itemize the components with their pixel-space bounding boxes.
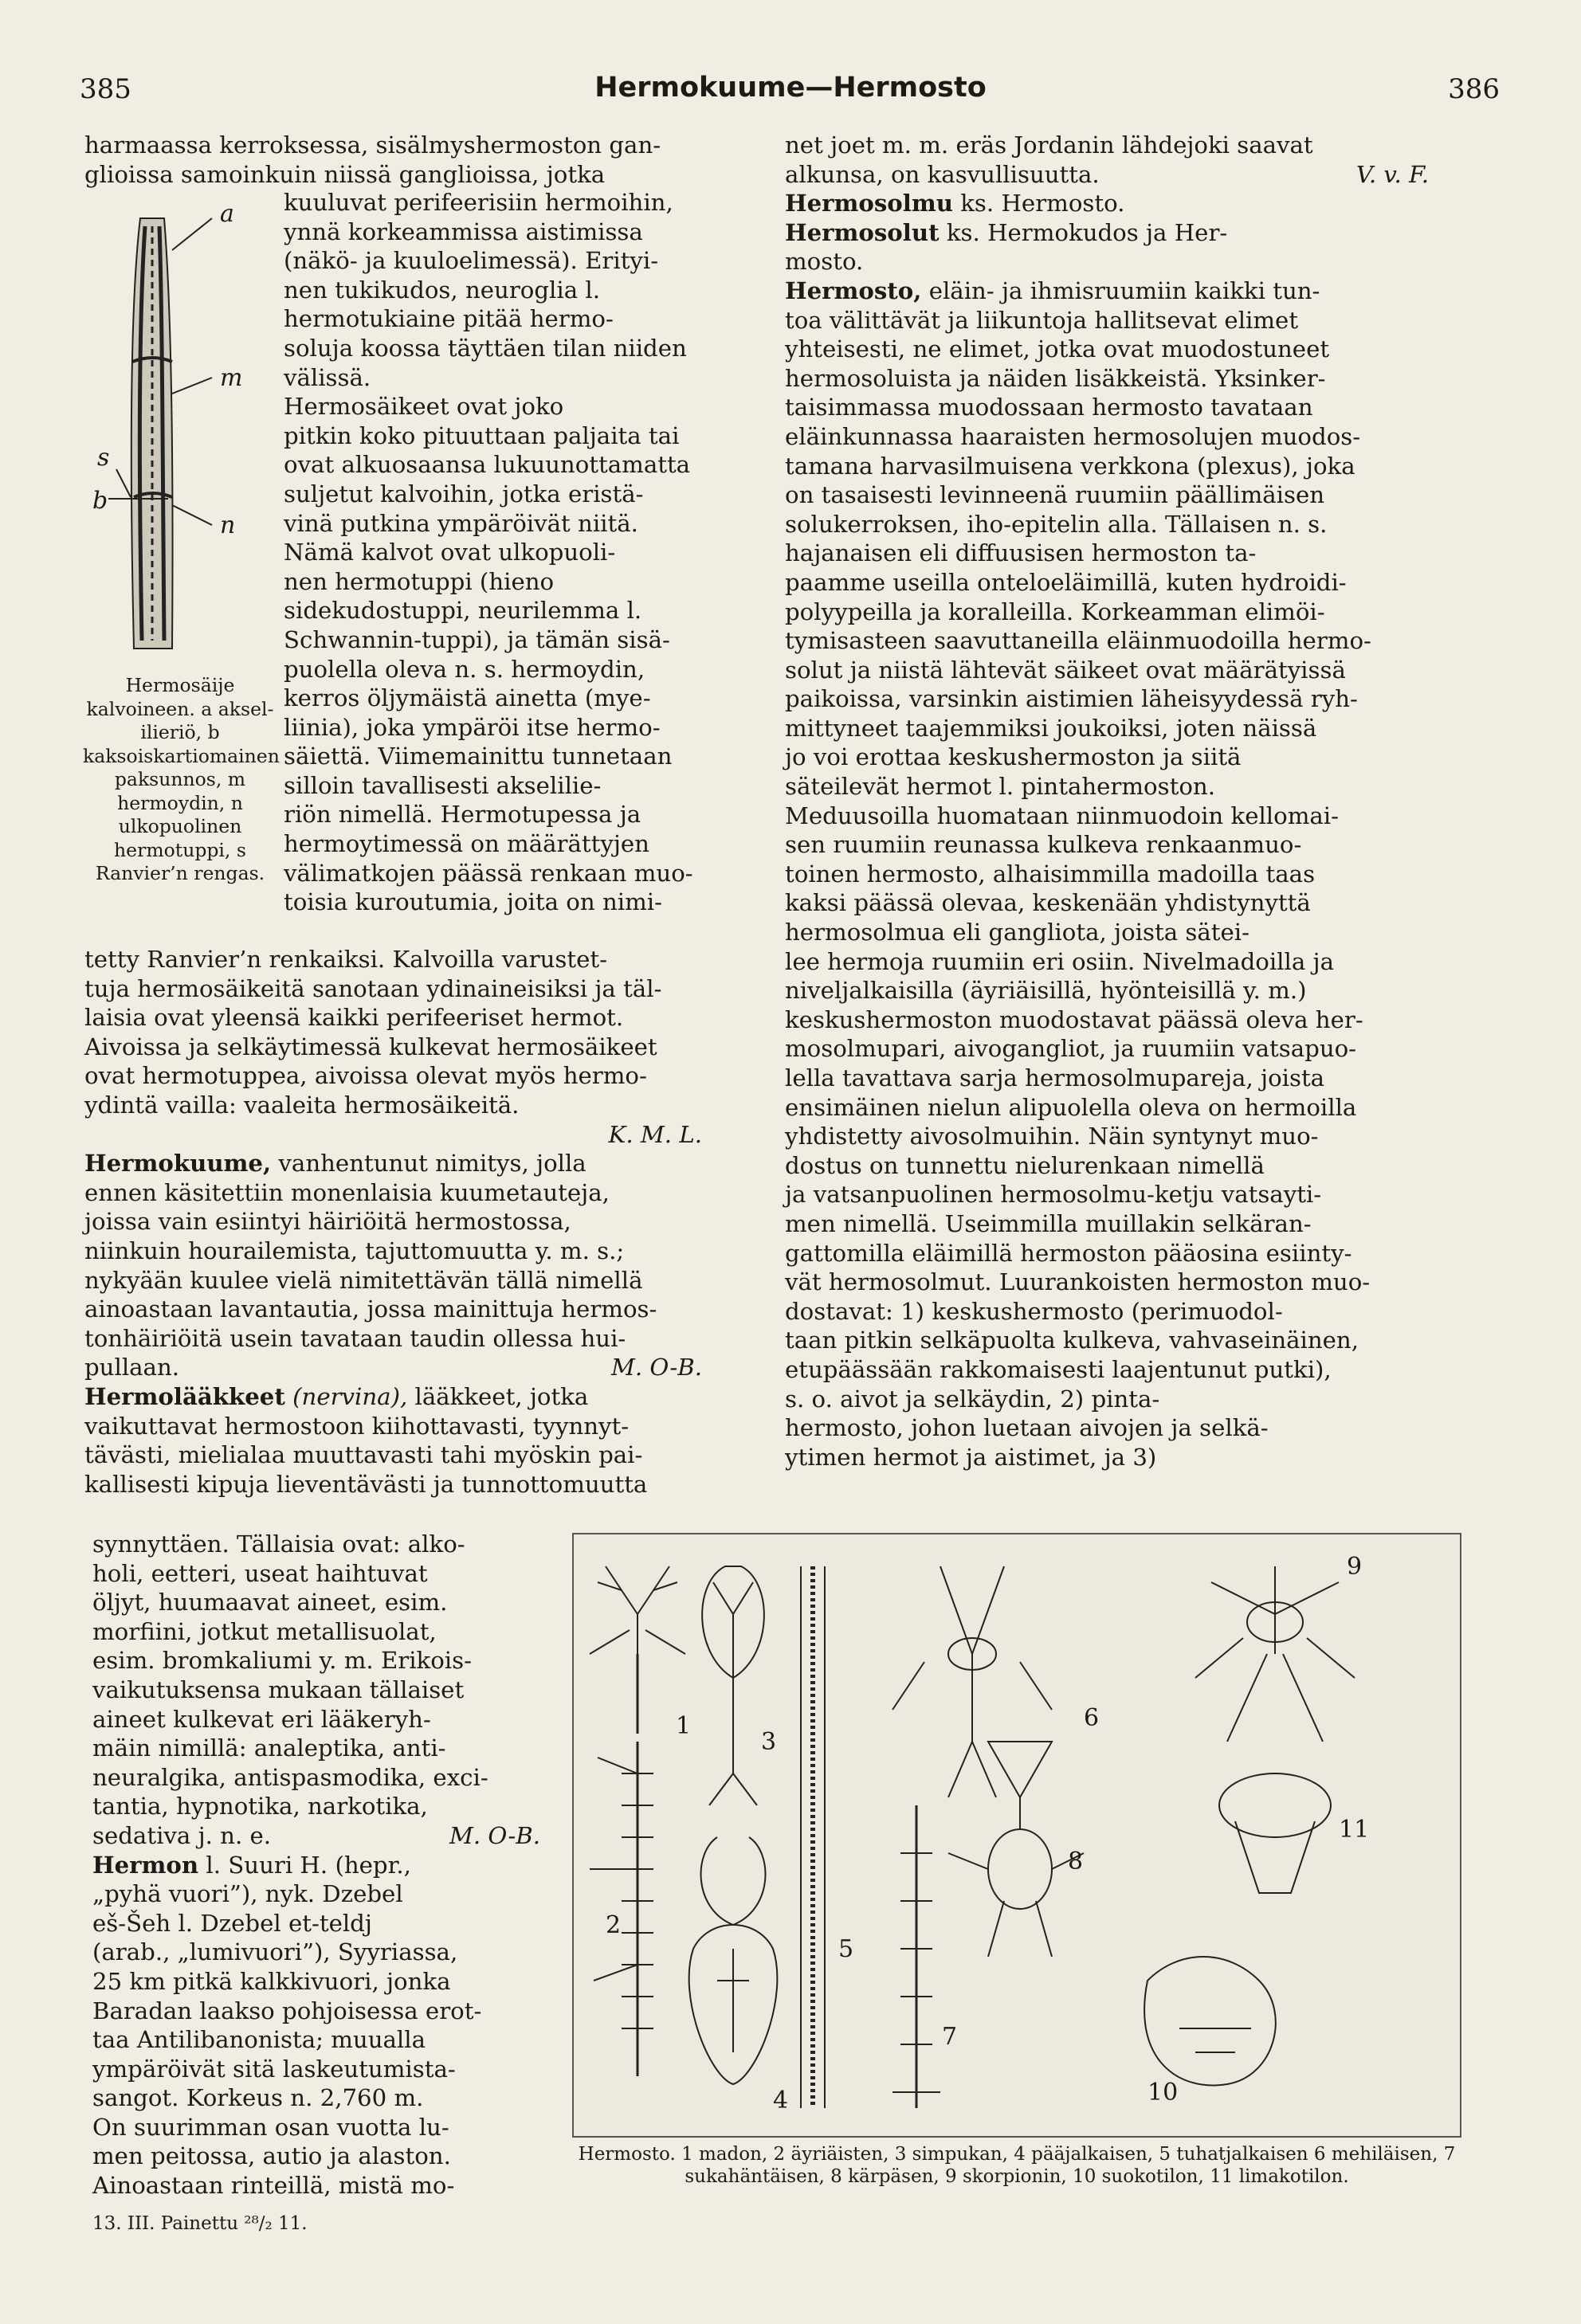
entry-head: Hermosolmu xyxy=(785,190,953,218)
figure-label-b: b xyxy=(92,487,108,515)
author-signature: K. M. L. xyxy=(608,1120,702,1148)
text-line: vaikutuksensa mukaan tällaiset xyxy=(92,1675,465,1703)
text-line: nykyään kuulee vielä nimitettävän tällä nimellä xyxy=(84,1266,643,1294)
plate-number-11: 11 xyxy=(1339,1816,1370,1844)
text-line: morfiini, jotkut metallisuolat, xyxy=(92,1617,437,1645)
text-line: Nämä kalvot ovat ulkopuoli- xyxy=(284,539,616,566)
text-line: Schwannin-tuppi), ja tämän sisä- xyxy=(284,625,670,653)
text-line: tymisasteen saavuttaneilla eläinmuodoilla hermo- xyxy=(785,627,1371,655)
fly-nervous-system xyxy=(948,1742,1084,1957)
plate-number-6: 6 xyxy=(1084,1704,1100,1732)
entry-hermokuume xyxy=(84,1149,766,1178)
text-line xyxy=(785,160,1461,190)
text-line: net joet m. m. eräs Jordanin lähdejoki saavat xyxy=(785,131,1313,159)
entry-head: Hermon xyxy=(92,1851,199,1879)
text-line: yhdistetty aivosolmuihin. Näin syntynyt muo- xyxy=(785,1123,1319,1150)
text-line: ynnä korkeammissa aistimissa xyxy=(284,218,643,245)
text-line: eläinkunnassa haaraisten hermosolujen muodos- xyxy=(785,422,1361,450)
text-line: „pyhä vuori”), nyk. Dzebel xyxy=(92,1880,403,1908)
text-line xyxy=(84,1353,766,1382)
text-line: l. Suuri H. (hepr., xyxy=(198,1851,411,1879)
text-line: Hermosäikeet ovat joko xyxy=(284,393,564,421)
left-column-intro xyxy=(84,131,766,189)
text-line: kallisesti kipuja lieventävästi ja tunnottomuutta xyxy=(84,1470,648,1498)
text-line: on tasaisesti levinneenä ruumiin päällimäisen xyxy=(785,481,1325,509)
plate-number-5: 5 xyxy=(838,1935,854,1963)
cross-reference: mosto. xyxy=(785,248,864,276)
text-line: esim. bromkaliumi y. m. Erikois- xyxy=(92,1647,472,1675)
text-line: taa Antilibanonista; muualla xyxy=(92,2026,426,2054)
text-line: kaksi päässä olevaa, keskenään yhdistynyttä xyxy=(785,889,1311,917)
text-line: laisia ovat yleensä kaikki perifeeriset hermot. xyxy=(84,1004,624,1032)
text-line: ovat hermotuppea, aivoissa olevat myös hermo- xyxy=(84,1062,647,1090)
text-line: (arab., „lumivuori”), Syyriassa, xyxy=(92,1938,458,1966)
text-line: välissä. xyxy=(284,363,371,391)
text-line: mittyneet taajemmiksi joukoiksi, joten näissä xyxy=(785,714,1317,742)
text-line: neuralgika, antispasmodika, exci- xyxy=(92,1763,488,1791)
text-line: niveljalkaisilla (äyriäisillä, hyönteisillä y. m.) xyxy=(785,977,1307,1005)
plate-number-1: 1 xyxy=(676,1712,692,1740)
text-line: eš-Šeh l. Dzebel et-teldj xyxy=(92,1909,372,1937)
text-line: ytimen hermot ja aistimet, ja 3) xyxy=(785,1443,1157,1471)
nervous-systems-plate xyxy=(572,1533,1461,2138)
entry-head: Hermokuume, xyxy=(84,1150,272,1178)
left-column-bottom xyxy=(92,1530,548,2201)
plate-number-9: 9 xyxy=(1347,1553,1363,1581)
cross-reference: ks. Hermokudos ja Her- xyxy=(939,218,1228,246)
text-line: aineet kulkevat eri lääkeryh- xyxy=(92,1705,431,1733)
text-line: eläin- ja ihmisruumiin kaikki tun- xyxy=(921,276,1320,304)
text-line: tävästi, mielialaa muuttavasti tahi myöskin pai- xyxy=(84,1441,643,1469)
figure-label-n: n xyxy=(220,511,236,539)
text-line: sedativa j. n. e. xyxy=(92,1821,272,1849)
entry-hermosolmu xyxy=(785,189,1461,218)
text-line: soluja koossa täyttäen tilan niiden xyxy=(284,334,687,362)
page-number-right: 386 xyxy=(1448,73,1500,105)
text-line: toa välittävät ja liikuntoja hallitsevat elimet xyxy=(785,306,1299,334)
silverfish-nervous-system xyxy=(892,1805,940,2108)
scorpion-nervous-system xyxy=(1195,1566,1355,1742)
text-line: glioissa samoinkuin niissä ganglioissa, jotka xyxy=(84,160,606,188)
text-line: öljyt, huumaavat aineet, esim. xyxy=(92,1589,448,1617)
crustacean-nervous-system xyxy=(590,1742,653,2076)
text-line: etupäässään rakkomaisesti laajentunut putki), xyxy=(785,1355,1332,1383)
slug-nervous-system xyxy=(1219,1773,1331,1893)
text-line: tuja hermosäikeitä sanotaan ydinaineisiksi ja täl- xyxy=(84,974,662,1002)
text-line: Meduusoilla huomataan niinmuodoin kellomai- xyxy=(785,801,1339,829)
text-line: hermoytimessä on määrättyjen xyxy=(284,830,649,858)
entry-head: Hermosolut xyxy=(785,218,940,246)
text-line: suljetut kalvoihin, jotka eristä- xyxy=(284,480,644,508)
text-line: lella tavattava sarja hermosolmupareja, joista xyxy=(785,1064,1325,1091)
text-line: s. o. aivot ja selkäydin, 2) pinta- xyxy=(785,1385,1160,1413)
plate-number-4: 4 xyxy=(773,2087,789,2114)
text-line: hajanaisen eli diffuusisen hermoston ta- xyxy=(785,539,1257,567)
cross-reference: ks. Hermosto. xyxy=(952,190,1125,218)
page-title: Hermokuume—Hermosto xyxy=(594,72,987,104)
text-line: nen hermotuppi (hieno xyxy=(284,567,555,595)
entry-hermon xyxy=(92,1851,548,1880)
latin-term: (nervina), xyxy=(292,1382,408,1410)
text-line: puolella oleva n. s. hermoydin, xyxy=(284,655,645,683)
entry-head: Hermolääkkeet xyxy=(84,1382,285,1410)
nerve-fiber-illustration xyxy=(92,202,269,668)
text-line: holi, eetteri, useat haihtuvat xyxy=(92,1559,428,1587)
entry-head: Hermosto, xyxy=(785,276,922,304)
text-line: synnyttäen. Tällaisia ovat: alko- xyxy=(92,1530,465,1558)
text-line: ympäröivät sitä laskeutumista- xyxy=(92,2055,456,2083)
text-line: yhteisesti, ne elimet, jotka ovat muodostuneet xyxy=(785,335,1330,363)
text-line: Baradan laakso pohjoisessa erot- xyxy=(92,1997,482,2024)
text-line: tetty Ranvier’n renkaiksi. Kalvoilla varustet- xyxy=(84,946,607,973)
text-line: Aivoissa ja selkäytimessä kulkevat hermosäikeet xyxy=(84,1033,657,1060)
text-line: Ainoastaan rinteillä, mistä mo- xyxy=(92,2172,455,2200)
text-line: men nimellä. Useimmilla muillakin selkäran- xyxy=(785,1209,1312,1237)
text-line: vanhentunut nimitys, jolla xyxy=(271,1150,586,1178)
author-signature: V. v. F. xyxy=(1355,160,1429,188)
mussel-nervous-system xyxy=(701,1566,766,1925)
figure-label-m: m xyxy=(220,364,243,392)
pond-snail-nervous-system xyxy=(1144,1957,1276,2085)
entry-hermosto xyxy=(785,276,1461,306)
plate-number-2: 2 xyxy=(606,1911,622,1939)
text-line: hermosto, johon luetaan aivojen ja selkä- xyxy=(785,1414,1269,1442)
text-line: paamme useilla onteloeläimillä, kuten hydroidi- xyxy=(785,568,1347,596)
text-line: liinia), joka ympäröi itse hermo- xyxy=(284,713,661,741)
text-line: (näkö- ja kuuloelimessä). Erityi- xyxy=(284,247,659,275)
text-line: dostavat: 1) keskushermosto (perimuodol- xyxy=(785,1297,1283,1325)
plate-number-7: 7 xyxy=(942,2023,958,2051)
text-line: dostus on tunnettu nielurenkaan nimellä xyxy=(785,1151,1265,1179)
author-signature: M. O-B. xyxy=(449,1821,540,1849)
text-line: ovat alkuosaansa lukuunottamatta xyxy=(284,451,691,479)
text-line: tonhäiriöitä usein tavataan taudin ollessa hui- xyxy=(84,1324,626,1352)
plate-number-10: 10 xyxy=(1148,2079,1179,2106)
text-line: hermosolmua eli gangliota, joista sätei- xyxy=(785,919,1250,946)
text-line: paikoissa, varsinkin aistimien läheisyydessä ryh- xyxy=(785,685,1358,713)
text-line: sangot. Korkeus n. 2,760 m. xyxy=(92,2084,424,2112)
worm-nervous-system xyxy=(590,1566,685,1734)
plate-caption: Hermosto. 1 madon, 2 äyriäisten, 3 simpukan, 4 pääjalkaisen, 5 tuhatjalkaisen 6 mehiläisen, 7 sukahäntäisen, 8 kärpäsen, 9 skorpionin, 10 suokotilon, 11 limakotilon. xyxy=(578,2144,1456,2187)
text-line: solut ja niistä lähtevät säikeet ovat määrätyissä xyxy=(785,656,1346,684)
text-line: toinen hermosto, alhaisimmilla madoilla taas xyxy=(785,860,1316,888)
text-line: vät hermosolmut. Luurankoisten hermoston muo- xyxy=(785,1268,1371,1296)
text-line: kuuluvat perifeerisiin hermoihin, xyxy=(284,189,673,216)
text-line: vaikuttavat hermostoon kiihottavasti, tyynnyt- xyxy=(84,1412,630,1440)
text-line: taisimmassa muodossaan hermosto tavataan xyxy=(785,394,1313,421)
figure-label-s: s xyxy=(97,444,110,472)
text-line: ennen käsitettiin monenlaisia kuumetauteja, xyxy=(84,1178,610,1206)
plate-number-8: 8 xyxy=(1068,1848,1084,1875)
text-line: ensimäinen nielun alipuolella oleva on hermoilla xyxy=(785,1093,1357,1121)
text-line: 25 km pitkä kalkkivuori, jonka xyxy=(92,1967,451,1995)
text-line: On suurimman osan vuotta lu- xyxy=(92,2113,449,2141)
text-line: mäin nimillä: analeptika, anti- xyxy=(92,1734,446,1762)
text-line: joissa vain esiintyi häiriöitä hermostossa, xyxy=(84,1208,571,1236)
text-line: ydintä vailla: vaaleita hermosäikeitä. xyxy=(84,1091,520,1119)
text-line: hermosoluista ja näiden lisäkkeistä. Yksinker- xyxy=(785,364,1326,392)
entry-hermolaakkeet xyxy=(84,1382,766,1412)
page-number-left: 385 xyxy=(80,73,131,105)
text-line: hermotukiaine pitää hermo- xyxy=(284,305,614,333)
text-line: gattomilla eläimillä hermoston pääosina esiinty- xyxy=(785,1239,1352,1267)
cephalopod-nervous-system xyxy=(689,1925,778,2084)
text-line: men peitossa, autio ja alaston. xyxy=(92,2142,451,2170)
entry-hermosolut xyxy=(785,218,1461,248)
text-line: jo voi erottaa keskushermoston ja siitä xyxy=(785,743,1242,771)
figure-caption: Hermosäije kalvoineen. a akselilieriö, b kaksoiskartiomainen paksunnos, m hermoydin, n ulkopuolinen hermotuppi, s Ranvier’n rengas. xyxy=(83,674,280,884)
left-column-wrapped-text xyxy=(284,188,766,917)
text-line: nen tukikudos, neuroglia l. xyxy=(284,276,601,304)
millipede-nervous-system xyxy=(801,1566,825,2108)
right-column xyxy=(785,131,1461,1472)
text-line: polyypeilla ja koralleilla. Korkeamman elimöi- xyxy=(785,598,1325,625)
text-line: tamana harvasilmuisena verkkona (plexus), joka xyxy=(785,452,1355,480)
left-column-middle xyxy=(84,945,766,1499)
text-line: pullaan. xyxy=(84,1354,180,1381)
plate-number-3: 3 xyxy=(761,1728,777,1756)
text-line: riön nimellä. Hermotupessa ja xyxy=(284,801,641,829)
text-line: välimatkojen päässä renkaan muo- xyxy=(284,859,693,887)
printer-signature: 13. III. Painettu ²⁸/₂ 11. xyxy=(92,2213,308,2234)
text-line: sen ruumiin reunassa kulkeva renkaanmuo- xyxy=(785,831,1302,859)
text-line: keskushermoston muodostavat päässä oleva her- xyxy=(785,1005,1363,1033)
text-line: solukerroksen, iho-epitelin alla. Tällaisen n. s. xyxy=(785,510,1328,538)
text-line: lääkkeet, jotka xyxy=(407,1382,589,1410)
text-line: ainoastaan lavantautia, jossa mainittuja hermos- xyxy=(84,1295,657,1323)
text-line: alkunsa, on kasvullisuutta. xyxy=(785,160,1100,188)
text-line xyxy=(92,1821,548,1851)
text-line: taan pitkin selkäpuolta kulkeva, vahvaseinäinen, xyxy=(785,1327,1359,1354)
text-line: lee hermoja ruumiin eri osiin. Nivelmadoilla ja xyxy=(785,947,1334,975)
text-line: harmaassa kerroksessa, sisälmyshermoston gan- xyxy=(84,131,661,159)
text-line: tantia, hypnotika, narkotika, xyxy=(92,1793,428,1820)
text-line: toisia kuroutumia, joita on nimi- xyxy=(284,888,662,916)
text-line: mosolmupari, aivogangliot, ja ruumiin vatsapuo- xyxy=(785,1035,1357,1063)
figure-label-a: a xyxy=(220,202,234,228)
text-line: silloin tavallisesti akselilie- xyxy=(284,771,602,799)
text-line: kerros öljymäistä ainetta (mye- xyxy=(284,684,651,712)
text-line: vinä putkina ympäröivät niitä. xyxy=(284,509,638,537)
text-line: säiettä. Viimemainittu tunnetaan xyxy=(284,743,673,770)
text-line: pitkin koko pituuttaan paljaita tai xyxy=(284,421,680,449)
text-line: ja vatsanpuolinen hermosolmu-ketju vatsayti- xyxy=(785,1181,1322,1209)
text-line: säteilevät hermot l. pintahermoston. xyxy=(785,773,1215,801)
author-signature: M. O-B. xyxy=(610,1354,702,1381)
bee-nervous-system xyxy=(892,1566,1052,1797)
text-line: niinkuin hourailemista, tajuttomuutta y. m. s.; xyxy=(84,1236,625,1264)
text-line: sidekudostuppi, neurilemma l. xyxy=(284,597,642,625)
